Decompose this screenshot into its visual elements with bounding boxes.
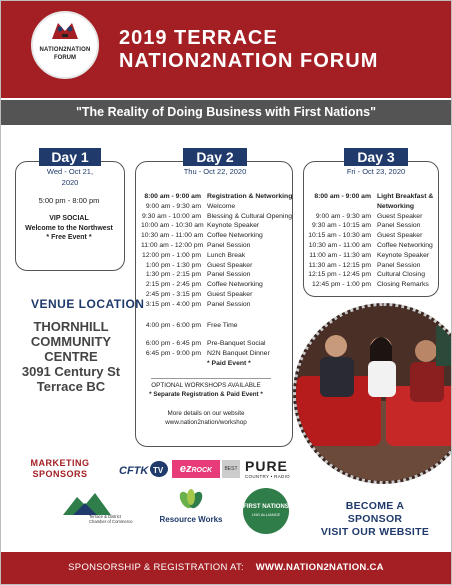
venue-line5: Terrace BC [36,379,106,394]
schedule-time: 4:00 pm - 6:00 pm [145,322,201,329]
schedule-activity: Networking [377,202,415,210]
optional-line1: OPTIONAL WORKSHOPS AVAILABLE [151,382,261,389]
schedule-activity: Guest Speaker [207,261,253,269]
schedule-activity: Free Time [207,322,238,329]
schedule-row [307,202,437,212]
schedule-time: 9:30 am - 10:00 am [142,212,201,220]
schedule-row [141,261,289,271]
schedule-row [141,290,289,300]
pure-radio-logo [245,458,290,479]
first-nations-lng-logo [243,488,289,534]
more-details [141,410,271,427]
sponsors-heading-line1: MARKETING [30,458,90,468]
header-banner [1,1,451,98]
tagline-banner: "The Reality of Doing Business with First Nations" [1,100,451,125]
footer-label: SPONSORSHIP & REGISTRATION AT: [68,562,244,573]
pure-text: PURE [245,458,288,474]
venue-line4: 3091 Century St [21,364,121,379]
venue-line1: THORNHILL [33,319,109,334]
schedule-activity: Registration & Networking [207,193,293,200]
schedule-row [141,192,293,202]
title-line2: NATION2NATION FORUM [119,50,379,72]
schedule-activity: Coffee Networking [207,281,263,289]
svg-text:CFTK: CFTK [119,465,149,477]
schedule-row [307,212,437,222]
become-line2: VISIT OUR WEBSITE [320,526,430,538]
page-title [119,27,449,73]
schedule-time: 12:45 pm - 1:00 pm [312,281,371,289]
schedule-activity: Guest Speaker [377,232,423,240]
schedule-activity: Keynote Speaker [207,222,260,230]
svg-text:TV: TV [153,466,164,475]
schedule-row [141,212,293,222]
optional-line2: * Separate Registration & Paid Event * [149,390,263,398]
footer-banner [1,552,451,584]
schedule-row [141,300,289,310]
forum-logo [31,11,99,79]
schedule-activity: Blessing & Cultural Opening [207,212,293,220]
schedule-activity: N2N Banquet Dinner [207,349,270,357]
schedule-row [307,280,437,290]
marketing-sponsors-heading [25,458,95,480]
schedule-row [141,270,289,280]
day3-label: Day 3 [357,149,395,165]
resource-works-text: Resource Works [159,515,223,524]
schedule-time: 10:15 am - 10:30 am [308,232,371,240]
sponsors-heading-line2: SPONSORS [32,469,88,479]
become-sponsor-cta[interactable] [319,500,431,539]
terrace-chamber-logo [63,491,143,529]
schedule-row [307,270,437,280]
schedule-activity: Lunch Break [207,251,246,259]
schedule-activity: Panel Session [207,241,251,249]
day2-schedule [141,192,293,310]
schedule-row [307,231,437,241]
schedule-row [141,202,289,212]
schedule-row [307,221,437,231]
more-line1: More details on our website [167,410,245,417]
schedule-time: 1:30 pm - 2:15 pm [145,271,201,279]
fna-line2: LNG ALLIANCE [251,512,281,517]
panel-people-image [296,306,452,481]
day1-event-sub: Welcome to the Northwest [25,224,113,232]
event-photo [293,303,452,484]
schedule-time: 9:30 am - 10:15 am [312,222,371,230]
day1-event-note: * Free Event * [46,234,92,241]
leaf-icon [156,488,226,514]
schedule-time: 3:15 pm - 4:00 pm [145,300,201,308]
schedule-activity: Coffee Networking [207,232,263,240]
day1-tab [39,148,101,187]
schedule-activity: Cultural Closing [377,271,425,279]
schedule-time: 2:15 pm - 2:45 pm [145,281,201,289]
schedule-activity: Panel Session [377,222,421,230]
logo-text-line2: FORUM [54,55,76,61]
schedule-row [307,261,437,271]
schedule-row [141,251,289,261]
become-line1: BECOME A SPONSOR [345,500,405,525]
schedule-time: 11:30 am - 12:15 pm [308,261,371,269]
schedule-activity: Pre-Banquet Social [207,340,266,347]
day1-date: Wed - Oct 21, 2020 [39,166,101,177]
schedule-time: 6:45 pm - 9:00 pm [145,349,201,357]
mountain-icon [63,491,143,515]
schedule-activity: Panel Session [207,300,251,308]
schedule-time: 2:45 pm - 3:15 pm [145,290,201,298]
schedule-row [141,349,289,359]
day2-paid-note: * Paid Event * [207,360,251,367]
day2-paid-note-wrap [141,359,289,369]
optional-workshops [141,382,271,399]
schedule-time: 12:15 pm - 12:45 pm [308,271,371,279]
day2-free-time [141,321,289,331]
cftk-logo [117,459,169,479]
totem-icon [50,19,80,41]
venue-address [15,319,127,394]
day3-tab [344,148,408,177]
resource-works-logo [156,488,226,528]
schedule-time: 8:00 am - 9:00 am [314,193,371,200]
divider [151,378,271,379]
schedule-time: 9:00 am - 9:30 am [315,212,371,220]
schedule-row [141,221,289,231]
day2-evening [141,339,289,359]
terrace-line1: Terrace & District [89,514,121,519]
day2-label: Day 2 [196,149,234,165]
schedule-row [307,251,437,261]
ezrock-logo: ezROCK [172,460,220,478]
terrace-line2: Chamber of Commerce [89,519,133,524]
schedule-row [141,231,289,241]
footer-website-link[interactable]: WWW.NATION2NATION.CA [255,562,384,573]
schedule-activity: Closing Remarks [377,281,429,289]
day1-time: 5:00 pm - 8:00 pm [38,196,100,205]
pure-subtext: COUNTRY • RADIO [245,474,290,479]
schedule-time: 10:30 am - 11:00 am [308,241,371,249]
schedule-row [141,321,289,331]
schedule-time: 1:00 pm - 1:30 pm [145,261,201,269]
schedule-time: 12:00 pm - 1:00 pm [142,251,201,259]
schedule-activity: Welcome [207,202,236,210]
schedule-activity: Guest Speaker [207,290,253,298]
schedule-activity: Coffee Networking [377,241,433,249]
schedule-activity: Keynote Speaker [377,251,430,259]
schedule-time: 11:00 am - 11:30 am [309,251,371,259]
day2-tab [183,148,247,177]
workshop-link[interactable]: www.nation2nation/workshop [165,418,247,426]
schedule-time: 8:00 am - 9:00 am [144,193,201,200]
best-badge: BEST [222,460,240,478]
schedule-row [307,192,437,202]
day1-event [15,214,123,243]
schedule-time: 10:30 am - 11:00 am [141,232,204,240]
venue-line3: CENTRE [44,349,98,364]
schedule-activity: Guest Speaker [377,212,423,220]
title-line1: 2019 TERRACE [119,27,278,49]
day3-date: Fri - Oct 23, 2020 [344,166,408,177]
day2-date: Thu - Oct 22, 2020 [183,167,247,176]
day1-label: Day 1 [51,149,89,165]
schedule-row [141,241,289,251]
schedule-row [141,339,289,349]
schedule-activity: Panel Session [207,271,251,279]
venue-label: VENUE LOCATION [31,297,145,311]
venue-line2: COMMUNITY [30,334,112,349]
day1-event-title: VIP SOCIAL [49,215,89,222]
schedule-time: 10:00 am - 10:30 am [141,222,204,230]
schedule-activity: Light Breakfast & [377,193,434,200]
schedule-row [141,280,289,290]
schedule-activity: Panel Session [377,261,421,269]
day3-schedule [307,192,437,290]
fna-line1: FIRST NATIONS [243,504,289,510]
schedule-time: 6:00 pm - 6:45 pm [145,340,201,347]
logo-text-line1: NATION2NATION [39,47,91,53]
schedule-time: 11:00 am - 12:00 pm [141,241,204,249]
schedule-time: 9:00 am - 9:30 am [145,202,201,210]
schedule-row [307,241,437,251]
